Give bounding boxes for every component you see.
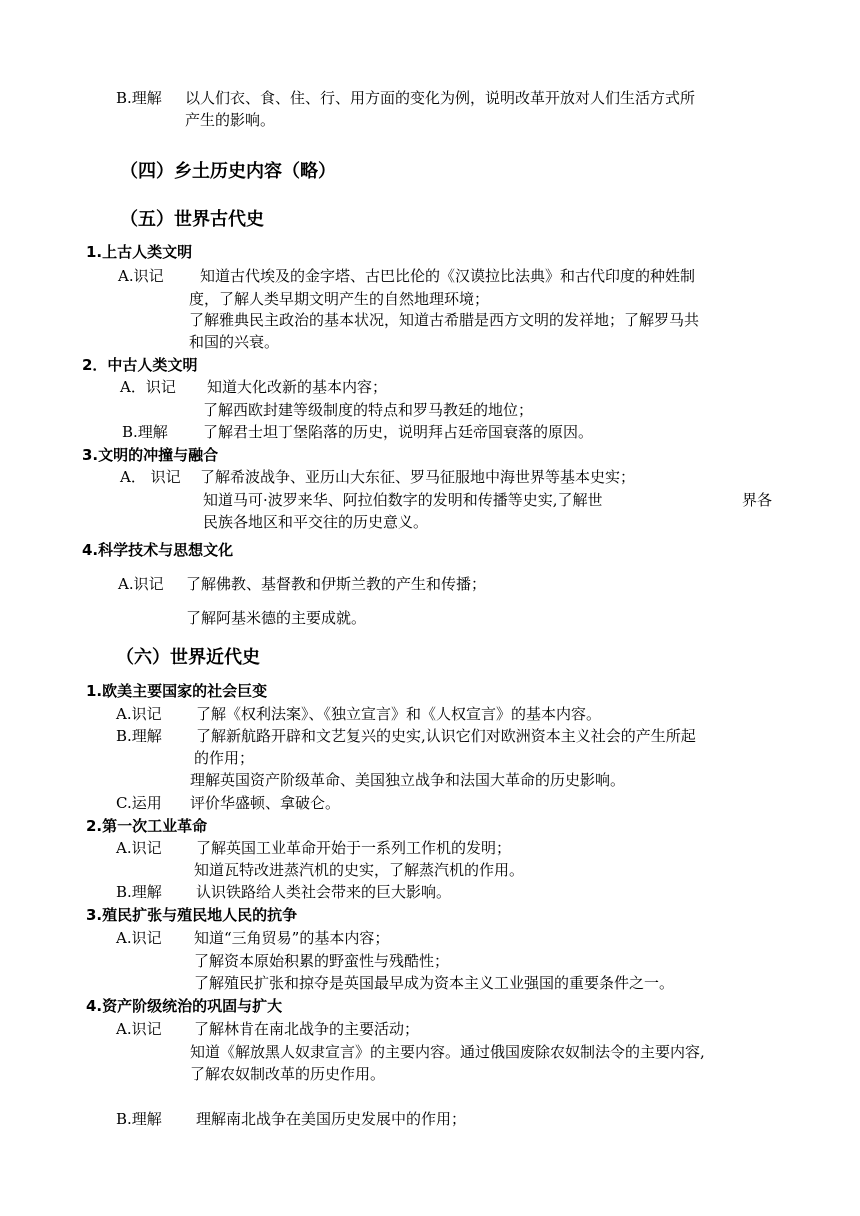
s5-t1-a-line-2: 度，了解人类早期文明产生的自然地理环境； — [189, 290, 490, 308]
s6-t2-a-line-2: 知道瓦特改进蒸汽机的史实，了解蒸汽机的作用。 — [194, 861, 525, 879]
s6-t1-b-label: B.理解 — [116, 727, 162, 745]
s6-t4-b-line-1: 理解南北战争在美国历史发展中的作用； — [196, 1110, 467, 1128]
s5-t1-a-line-3: 了解雅典民主政治的基本状况，知道古希腊是西方文明的发祥地；了解罗马共 — [189, 311, 700, 329]
s6-t4-a-line-3: 了解农奴制改革的历史作用。 — [190, 1065, 386, 1083]
s5-t3-a-line-2-tail: 界各 — [742, 491, 773, 509]
s5-t3-a-label: A． 识记 — [120, 468, 181, 486]
section-4-title: （四）乡土历史内容（略） — [120, 161, 336, 182]
s5-t4-a-line-2: 了解阿基米德的主要成就。 — [186, 609, 367, 627]
s6-t3-a-line-1: 知道“三角贸易”的基本内容； — [194, 929, 390, 947]
s5-t2-a-line-2: 了解西欧封建等级制度的特点和罗马教廷的地位； — [203, 401, 534, 419]
s5-topic-4-heading: 4.科学技术与思想文化 — [82, 541, 234, 559]
s6-t1-c-line-1: 评价华盛顿、拿破仑。 — [190, 794, 341, 812]
s6-t1-b-line-3: 理解英国资产阶级革命、美国独立战争和法国大革命的历史影响。 — [190, 771, 626, 789]
s5-topic-3-heading: 3.文明的冲撞与融合 — [82, 446, 219, 464]
intro-label: B.理解 — [116, 89, 162, 107]
s6-topic-4-heading: 4.资产阶级统治的巩固与扩大 — [86, 997, 283, 1015]
s6-t2-a-line-1: 了解英国工业革命开始于一系列工作机的发明； — [196, 839, 512, 857]
s5-t3-a-line-2: 知道马可·波罗来华、阿拉伯数字的发明和传播等史实,了解世 — [203, 491, 603, 509]
s5-t4-a-line-1: 了解佛教、基督教和伊斯兰教的产生和传播； — [186, 575, 487, 593]
intro-line-1: 以人们衣、食、住、行、用方面的变化为例，说明改革开放对人们生活方式所 — [185, 89, 696, 107]
s5-t3-a-line-1: 了解希波战争、亚历山大东征、罗马征服地中海世界等基本史实； — [200, 468, 636, 486]
s5-t2-a-label: A．识记 — [120, 378, 176, 396]
s5-topic-2-heading: 2．中古人类文明 — [82, 356, 198, 374]
s5-t2-a-line-1: 知道大化改新的基本内容； — [207, 378, 388, 396]
s6-t4-a-line-2: 知道《解放黑人奴隶宣言》的主要内容。通过俄国废除农奴制法令的主要内容, — [190, 1043, 705, 1061]
s6-t2-a-label: A.识记 — [116, 839, 162, 857]
s5-t2-b-line-1: 了解君士坦丁堡陷落的历史，说明拜占廷帝国衰落的原因。 — [203, 423, 594, 441]
s6-t2-b-label: B.理解 — [116, 883, 162, 901]
s6-t4-a-label: A.识记 — [116, 1020, 162, 1038]
s6-t1-b-line-2: 的作用； — [194, 749, 255, 767]
s5-t2-b-label: B.理解 — [122, 423, 168, 441]
s6-t3-a-line-2: 了解资本原始积累的野蛮性与残酷性； — [194, 952, 450, 970]
s6-topic-1-heading: 1.欧美主要国家的社会巨变 — [86, 682, 268, 700]
s6-t2-b-line-1: 认识铁路给人类社会带来的巨大影响。 — [196, 883, 452, 901]
s5-topic-1-heading: 1.上古人类文明 — [86, 243, 193, 261]
s6-topic-2-heading: 2.第一次工业革命 — [86, 817, 208, 835]
s5-t4-a-label: A.识记 — [118, 575, 164, 593]
s6-topic-3-heading: 3.殖民扩张与殖民地人民的抗争 — [86, 906, 298, 924]
s6-t3-a-line-3: 了解殖民扩张和掠夺是英国最早成为资本主义工业强国的重要条件之一。 — [194, 974, 675, 992]
s5-t1-a-line-1: 知道古代埃及的金字塔、古巴比伦的《汉谟拉比法典》和古代印度的种姓制 — [200, 267, 696, 285]
s6-t3-a-label: A.识记 — [116, 929, 162, 947]
s6-t4-a-line-1: 了解林肯在南北战争的主要活动； — [194, 1020, 420, 1038]
section-6-title: （六）世界近代史 — [116, 647, 260, 668]
s6-t1-a-line-1: 了解《权利法案》、《独立宣言》和《人权宣言》的基本内容。 — [196, 705, 602, 723]
s6-t1-b-line-1: 了解新航路开辟和文艺复兴的史实,认识它们对欧洲资本主义社会的产生所起 — [196, 727, 696, 745]
s6-t1-c-label: C.运用 — [116, 794, 162, 812]
s6-t4-b-label: B.理解 — [116, 1110, 162, 1128]
s5-t3-a-line-3: 民族各地区和平交往的历史意义。 — [203, 513, 429, 531]
section-5-title: （五）世界古代史 — [120, 209, 264, 230]
s6-t1-a-label: A.识记 — [116, 705, 162, 723]
s5-t1-a-label: A.识记 — [118, 267, 164, 285]
s5-t1-a-line-4: 和国的兴衰。 — [189, 333, 280, 351]
intro-line-2: 产生的影响。 — [185, 111, 276, 129]
